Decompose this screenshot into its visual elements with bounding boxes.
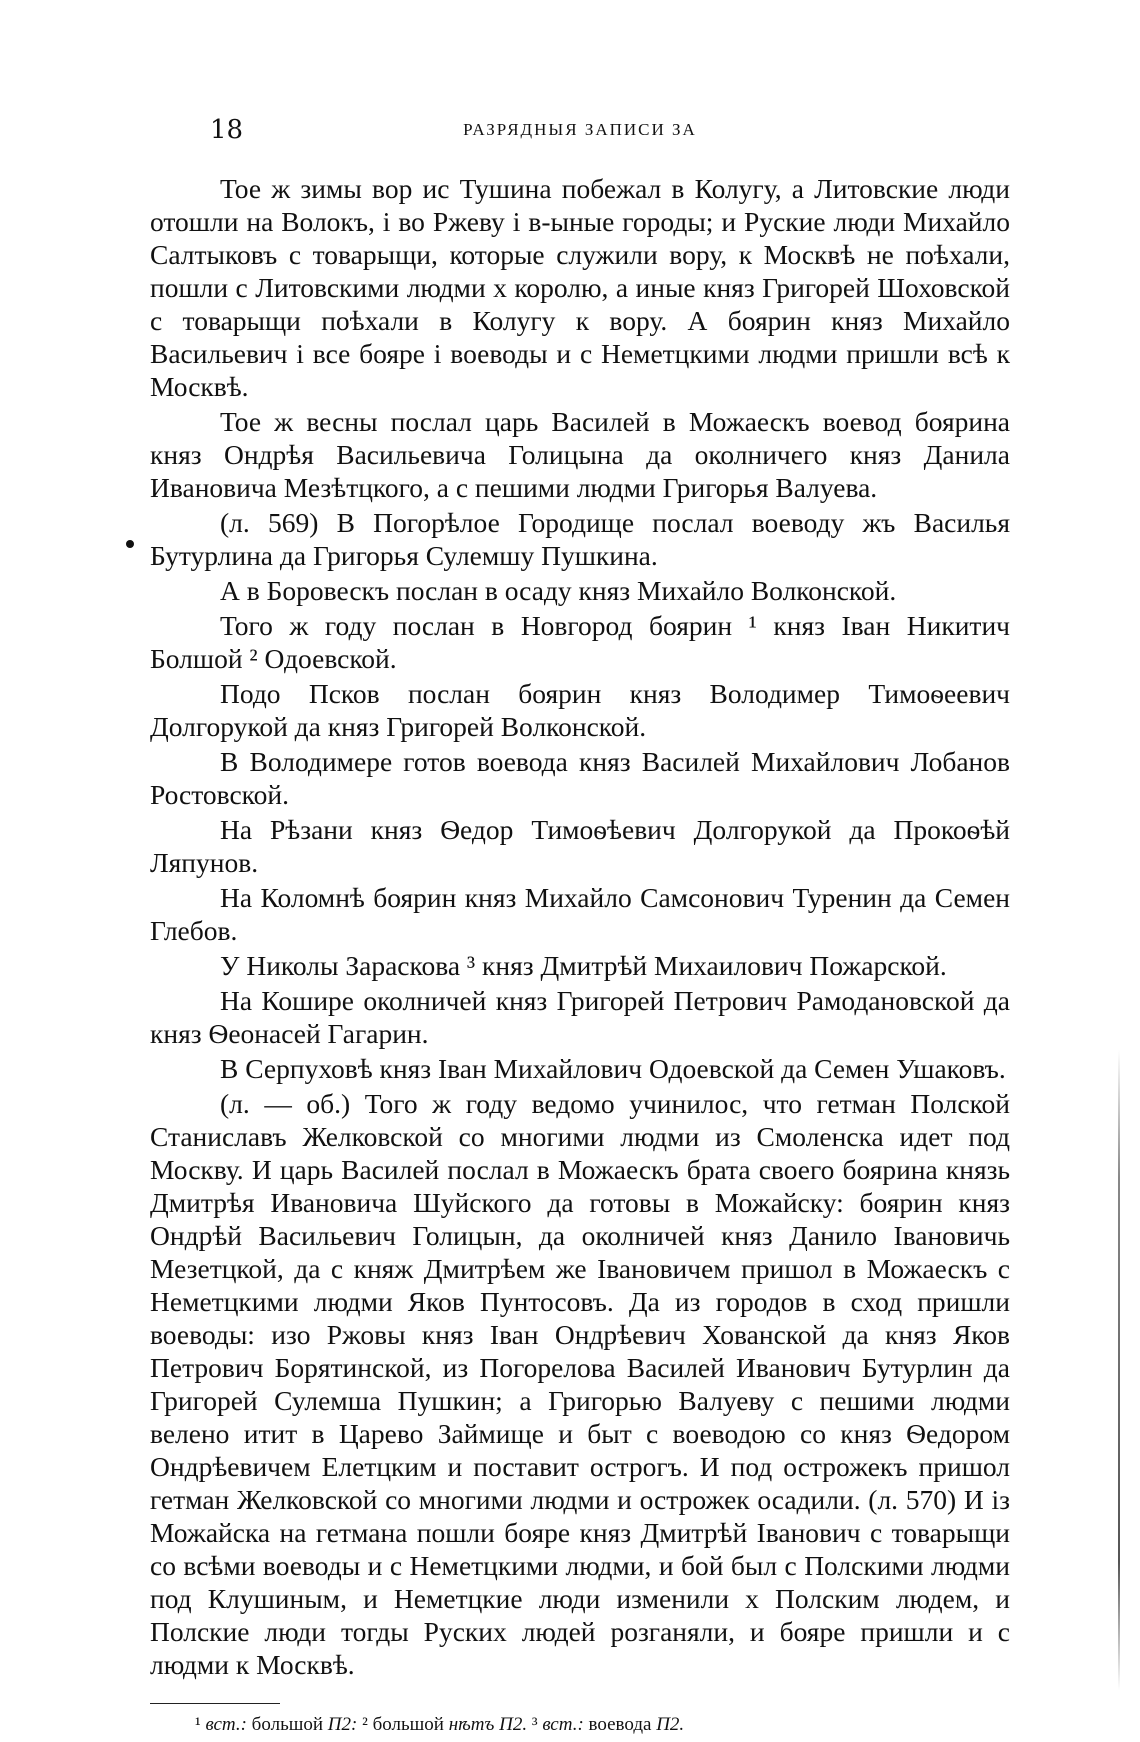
paragraph: Подо Псков послан боярин княз Володимер Тимоѳеевич Долгорукой да княз Григорей Волконской. [150, 678, 1010, 742]
footnote-2-source: П2. [499, 1714, 528, 1735]
footnote-3-abbr: вст.: [542, 1714, 584, 1735]
paragraph: Тое ж зимы вор ис Тушина побежал в Колугу, а Литовские люди отошли на Волокъ, і во Ржеву і в-ыные городы; и Руские люди Михайло Салтыковъ с товарыщи, которые служили вору, к Москвѣ не поѣхали, пошли с Литовскими людми х королю, а иные княз Григорей Шоховской с товарыщи поѣхали в Колугу к вору. А боярин княз Михайло Васильевич і все бояре і воеводы и с Неметцкими людми пришли всѣ к Москвѣ. [150, 173, 1010, 402]
page-edge-line [1118, 1050, 1120, 1690]
footnote-3-source: П2. [656, 1714, 685, 1735]
footnote-2-mark: ² [362, 1714, 368, 1735]
running-head: РАЗРЯДНЫЯ ЗАПИСИ ЗА [463, 120, 697, 139]
footnote-1-mark: ¹ [195, 1714, 201, 1735]
paragraph: На Кошире околничей княз Григорей Петрович Рамодановской да княз Ѳеонасей Гагарин. [150, 985, 1010, 1049]
paragraph: Того ж году послан в Новгород боярин ¹ княз Іван Никитич Болшой ² Одоевской. [150, 610, 1010, 674]
page [150, 112, 1010, 1738]
paragraph: (л. 569) В Погорѣлое Городище послал воеводу жъ Василья Бутурлина да Григорья Сулемшу Пушкина. [150, 507, 1010, 571]
paragraph: У Николы Зараскова ³ княз Дмитрѣй Михаилович Пожарской. [220, 950, 947, 981]
footnote-rule [150, 1703, 280, 1704]
body-text [150, 172, 1010, 1681]
paragraph: В Володимере готов воевода княз Василей Михайлович Лобанов Ростовской. [150, 746, 1010, 810]
footnote-3-mark: ³ [531, 1714, 538, 1735]
footnote-3-text: воевода [588, 1714, 652, 1735]
footnote-1-source: П2: [327, 1714, 358, 1735]
page-header [150, 112, 1010, 152]
footnote-1-text: большой [251, 1714, 324, 1735]
page-number: 18 [210, 115, 244, 145]
paragraph: Тое ж весны послал царь Василей в Можаескъ воевод боярина княз Ондрѣя Васильевича Голицына да околничего княз Данила Ивановича Мезѣтцкого, а с пешими людми Григорья Валуева. [150, 406, 1010, 503]
footnote-1-abbr: вст.: [205, 1714, 247, 1735]
paragraph: (л. — об.) Того ж году ведомо учинилос, что гетман Полской Станиславъ Желковской со многими людми из Смоленска идет под Москву. И царь Василей послал в Можаескъ брата своего боярина князь Дмитрѣя Ивановича Шуйского да готовы в Можайску: боярин княз Ондрѣй Васильевич Голицын, да околничей княз Данило Івановичь Мезетцкой, да с княж Дмитрѣем же Івановичем пришол в Можаескъ с Неметцкими людми Яков Пунтосовъ. Да из городов в сход пришли воеводы: изо Ржовы княз Іван Ондрѣевич Хованской да княз Яков Петрович Борятинской, из Погорелова Василей Иванович Бутурлин да Григорей Сулемша Пушкин; а Григорью Валуеву с пешими людми велено итит в Царево Займище и быт с воеводою со княз Ѳедором Ондрѣевичем Елетцким и поставит острогъ. И под острожекъ пришол гетман Желковской со многими людми и острожек осадили. (л. 570) И із Можайска на гетмана пошли бояре княз Дмитрѣй Іванович с товарыщи со всѣми воеводы и с Неметцкими людми, и бой был с Полскими людми под Клушиным, и Неметцкие люди изменили х Полским людем, и Полские люди тогды Руских людей розганяли, и бояре пришли и с людми к Москвѣ. [150, 1088, 1010, 1680]
paragraph: А в Боровескъ послан в осаду княз Михайло Волконской. [220, 575, 897, 606]
footnote-2-text: большой [372, 1714, 444, 1735]
paragraph: На Коломнѣ боярин княз Михайло Самсонович Туренин да Семен Глебов. [150, 882, 1010, 946]
footnotes [150, 1712, 1010, 1738]
margin-dot-mark [126, 540, 134, 548]
footnote-2-abbr: нѣтъ [448, 1714, 495, 1735]
paragraph: На Рѣзани княз Ѳедор Тимоѳѣевич Долгорукой да Прокоѳѣй Ляпунов. [150, 814, 1010, 878]
paragraph: В Серпуховѣ княз Іван Михайлович Одоевской да Семен Ушаковъ. [220, 1053, 1006, 1084]
